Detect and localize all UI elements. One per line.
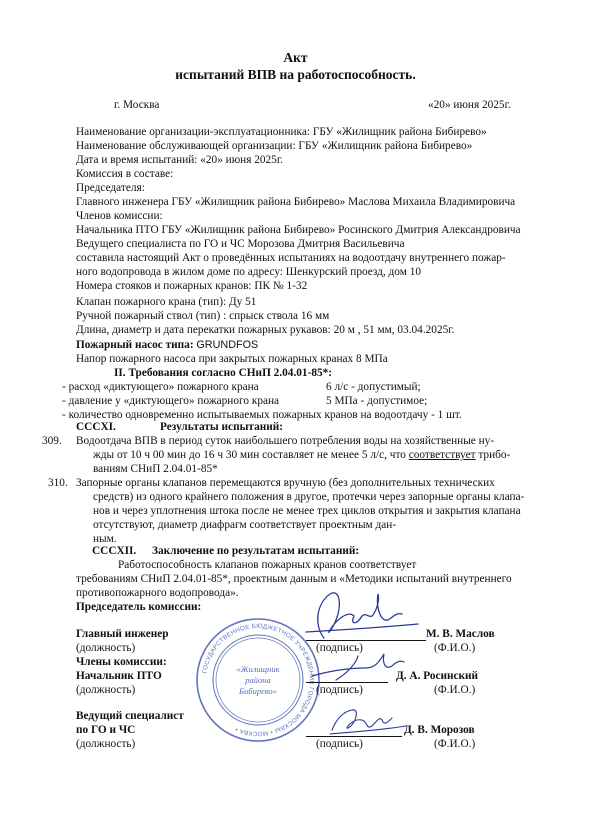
- result-310-line: нов и через уплотнения штока после не менее трех циклов открытия и закрытия клапана: [93, 505, 521, 517]
- fio-label: (Ф.И.О.): [434, 738, 476, 750]
- info-line: Председателя:: [76, 182, 145, 194]
- info-line: Клапан пожарного крана (тип): Ду 51: [76, 296, 257, 308]
- pto-signature: [306, 646, 416, 686]
- info-line: Наименование обслуживающей организации: ГБУ «Жилищник района Бибирево»: [76, 140, 473, 152]
- pump-label: Пожарный насос типа:: [76, 339, 194, 351]
- pto-name: Д. А. Росинский: [396, 670, 479, 682]
- info-line: Дата и время испытаний: «20» июня 2025г.: [76, 154, 284, 166]
- requirement-text: - расход «диктующего» пожарного крана: [62, 381, 259, 393]
- requirement-text: - давление у «диктующего» пожарного крана: [62, 395, 280, 407]
- fio-label: (Ф.И.О.): [434, 684, 476, 696]
- fio-label: (Ф.И.О.): [434, 642, 476, 654]
- info-line: составила настоящий Акт о проведённых испытаниях на водоотдачу внутреннего пожар-: [76, 252, 506, 264]
- requirement-value: 5 МПа - допустимое;: [326, 395, 428, 407]
- chief-signature: [296, 586, 426, 646]
- date: «20» июня 2025г.: [428, 99, 511, 111]
- members-label: Члены комиссии:: [76, 656, 167, 668]
- requirement-item: - количество одновременно испытываемых пожарных кранов на водоотдачу - 1 шт.: [62, 409, 462, 421]
- stamp-ring-text: ГОСУДАРСТВЕННОЕ БЮДЖЕТНОЕ УЧРЕЖДЕНИЕ ГОРОДА МОСКВЫ • МОСКВА •: [201, 622, 316, 738]
- position-label: (должность): [76, 684, 136, 696]
- position-label: (должность): [76, 642, 136, 654]
- chief-role: Главный инженер: [76, 628, 169, 640]
- stamp-center-line3: Бибирево»: [239, 686, 277, 696]
- info-line: Членов комиссии:: [76, 210, 163, 222]
- place: г. Москва: [114, 99, 160, 111]
- conclusion-line: Работоспособность клапанов пожарных кранов соответствует: [118, 559, 417, 571]
- signature-label: (подпись): [316, 642, 363, 654]
- conclusion-heading: Заключение по результатам испытаний:: [152, 545, 360, 557]
- title-line2: испытаний ВПВ на работоспособность.: [175, 67, 416, 82]
- pump-value: GRUNDFOS: [196, 339, 259, 351]
- conclusion-num: СССXII.: [92, 545, 137, 557]
- requirements-heading: II. Требования согласно СНиП 2.04.01-85*:: [114, 367, 333, 379]
- result-309-underlined: соответствует: [408, 449, 476, 461]
- spec-signature: [322, 700, 412, 740]
- result-310-line: средств) из одного крайнего положения в другое, протечки через запорные органы клапа-: [93, 491, 525, 503]
- result-310-line: отсутствуют, диаметр диафрагм соответствует проектным дан-: [93, 519, 397, 531]
- info-line: Номера стояков и пожарных кранов: ПК № 1-32: [76, 280, 308, 292]
- result-309-line2: [93, 449, 510, 463]
- result-309-num: 309.: [42, 435, 62, 447]
- pump-line: [76, 339, 258, 353]
- info-line: Ведущего специалиста по ГО и ЧС Морозова Дмитрия Васильевича: [76, 238, 405, 250]
- info-line: Наименование организации-эксплуатационника: ГБУ «Жилищник района Бибирево»: [76, 126, 487, 138]
- spec-role-line1: Ведущий специалист: [76, 710, 184, 722]
- chairman-label: Председатель комиссии:: [76, 601, 202, 613]
- info-line: Главного инженера ГБУ «Жилищник района Бибирево» Маслова Михаила Владимировича: [76, 196, 516, 208]
- position-label: (должность): [76, 738, 136, 750]
- signature-label: (подпись): [316, 684, 363, 696]
- chief-name: М. В. Маслов: [426, 628, 495, 640]
- results-num: СССXI.: [76, 421, 116, 433]
- results-heading: Результаты испытаний:: [160, 421, 284, 433]
- result-309-text: жды от 10 ч 00 мин до 16 ч 30 мин составляет не менее 5 л/с, что: [93, 449, 406, 461]
- conclusion-line: противопожарного водопровода».: [76, 587, 239, 599]
- conclusion-line: требованиям СНиП 2.04.01-85*, проектным данным и «Методики испытаний внутреннего: [76, 573, 512, 585]
- spec-name: Д. В. Морозов: [404, 724, 475, 736]
- result-309-text-end: трибо-: [478, 449, 511, 461]
- info-line: Длина, диаметр и дата перекатки пожарных рукавов: 20 м , 51 мм, 03.04.2025г.: [76, 324, 455, 336]
- pressure-line: Напор пожарного насоса при закрытых пожарных кранах 8 МПа: [76, 353, 388, 365]
- title-line1: Акт: [283, 50, 308, 65]
- info-line: Начальника ПТО ГБУ «Жилищник района Бибирево» Росинского Дмитрия Александровича: [76, 224, 521, 236]
- info-line: ного водопровода в жилом доме по адресу: Шенкурский проезд, дом 10: [76, 266, 422, 278]
- spec-role-line2: по ГО и ЧС: [76, 724, 136, 736]
- result-310-num: 310.: [48, 477, 68, 489]
- stamp-center-line1: «Жилищник: [236, 664, 280, 674]
- info-line: Комиссия в составе:: [76, 168, 174, 180]
- stamp-center-line2: района: [245, 675, 271, 685]
- signature-label: (подпись): [316, 738, 363, 750]
- result-310-line: ным.: [93, 533, 117, 545]
- result-309-line: Водоотдача ВПВ в период суток наибольшего потребления воды на хозяйственные ну-: [76, 435, 495, 447]
- result-309-line: ваниям СНиП 2.04.01-85*: [93, 463, 218, 475]
- info-line: Ручной пожарный ствол (тип) : спрыск ствола 16 мм: [76, 310, 330, 322]
- requirement-item: [62, 381, 259, 395]
- result-310-line: Запорные органы клапанов перемещаются вручную (без дополнительных технических: [76, 477, 495, 489]
- requirement-value: 6 л/с - допустимый;: [326, 381, 421, 393]
- requirement-item: [62, 395, 279, 409]
- pto-role: Начальник ПТО: [76, 670, 162, 682]
